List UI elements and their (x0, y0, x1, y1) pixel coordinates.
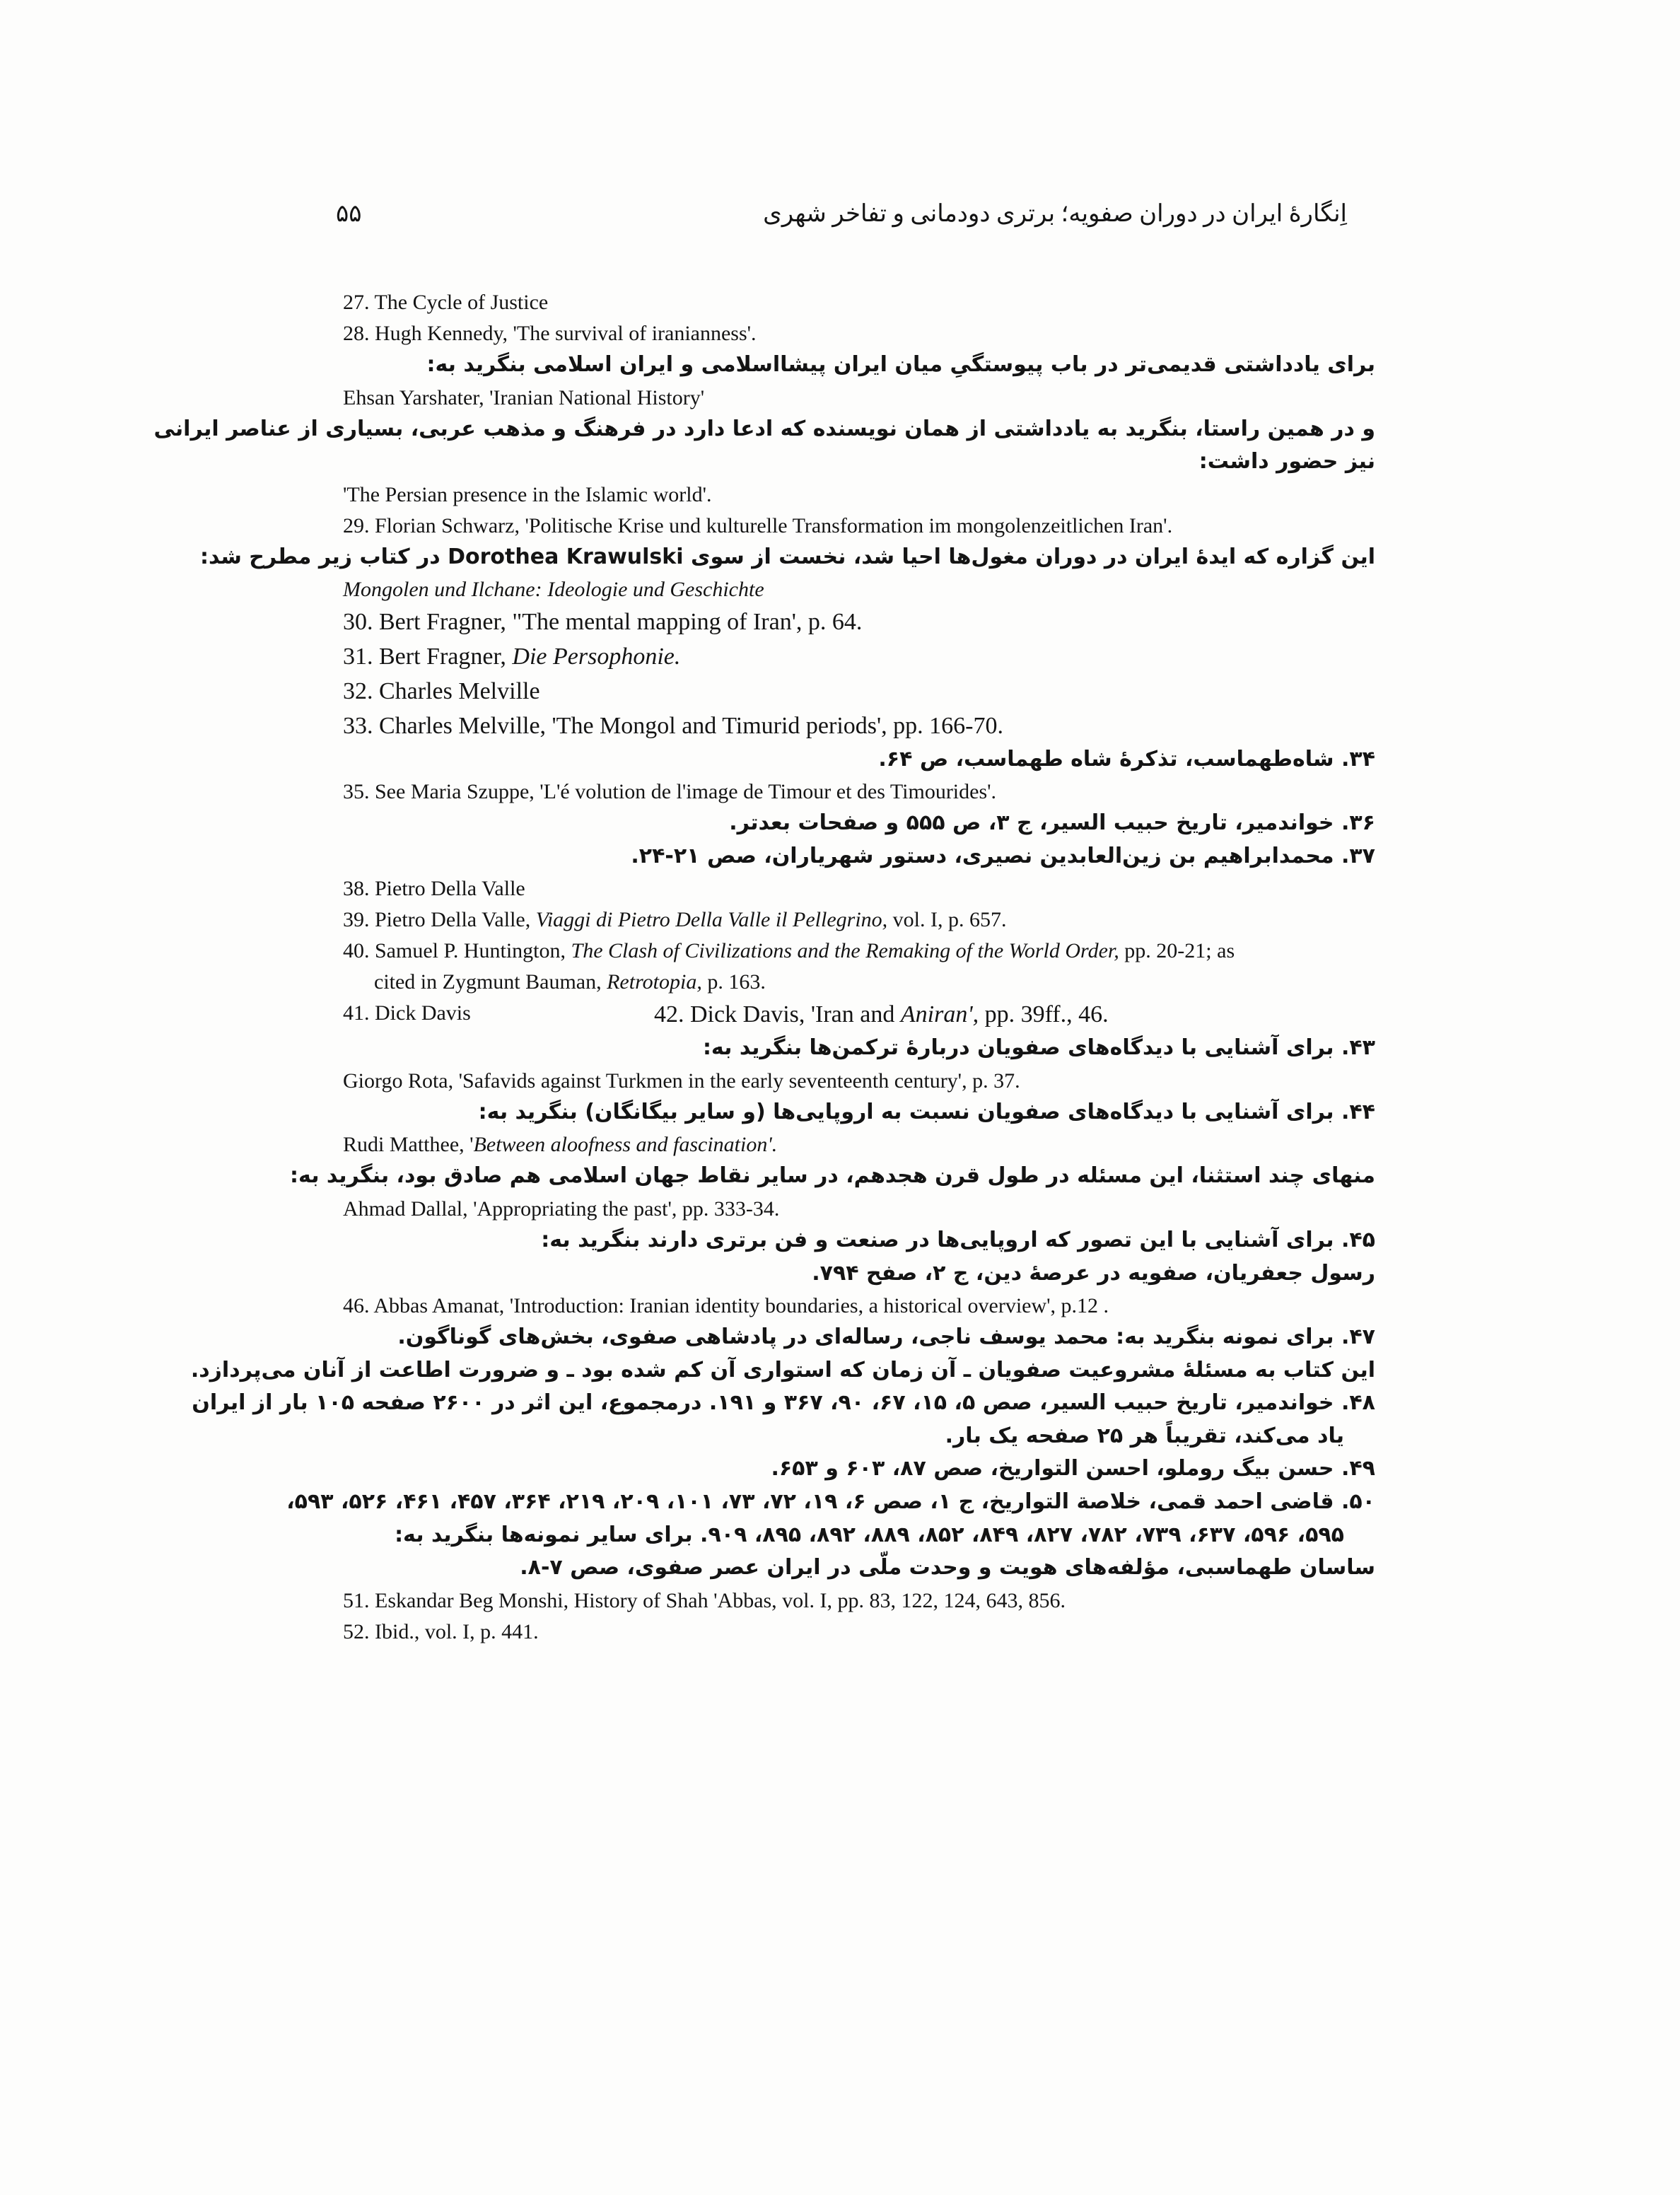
note-30: 30. Bert Fragner, "The mental mapping of Iran', p. 64. (343, 609, 863, 636)
note-44-reference: Ahmad Dallal, 'Appropriating the past', pp. 333-34. (343, 1197, 780, 1221)
note-51: 51. Eskandar Beg Monshi, History of Shah 'Abbas, vol. I, pp. 83, 122, 124, 643, 856. (343, 1588, 1066, 1612)
note-28-reference: 'The Persian presence in the Islamic world'. (343, 482, 712, 506)
note-text: vol. I, p. 657. (887, 908, 1007, 932)
note-35: 35. See Maria Szuppe, 'L'é volution de l'image de Timour et des Timourides'. (343, 780, 997, 804)
note-text: p. 163. (701, 970, 766, 994)
note-45-reference: رسول جعفریان، صفویه در عرصهٔ دین، ج ۲، صفح ۷۹۴. (812, 1260, 1375, 1286)
note-text: 39. Pietro Della Valle, (343, 908, 536, 932)
book-title: Mongolen und Ilchane: Ideologie und Geschichte (343, 578, 764, 602)
book-title: Die Persophonie. (512, 644, 681, 670)
note-47-persian-line: این کتاب به مسئلهٔ مشروعیت صفویان ـ آن زمان که استواری آن کم شده بود ـ و ضرورت اطاعت از آنان می‌پردازد. (190, 1357, 1375, 1382)
book-title: Aniran', (900, 1001, 979, 1028)
note-44-reference (343, 1132, 1375, 1158)
note-45: ۴۵. برای آشنایی با این تصور که اروپایی‌ها در صنعت و فن برتری دارند بنگرید به: (541, 1227, 1375, 1252)
note-28-persian-line: و در همین راستا، بنگرید به یادداشتی از همان نویسنده که ادعا دارد در فرهنگ و مذهب عربی، بسیاری از عناصر ایرانی (153, 416, 1375, 441)
note-28-persian-line: برای یادداشتی قدیمی‌تر در باب پیوستگیِ میان ایران پیشااسلامی و ایران اسلامی بنگرید به: (426, 352, 1375, 377)
running-title: اِنگارهٔ ایران در دوران صفویه؛ برتری دودمانی و تفاخر شهری (763, 201, 1347, 227)
book-title: Between aloofness and fascination'. (473, 1133, 778, 1157)
note-28-reference: Ehsan Yarshater, 'Iranian National History' (343, 385, 705, 409)
book-title: Retrotopia, (607, 970, 702, 994)
note-46: 46. Abbas Amanat, 'Introduction: Iranian identity boundaries, a historical overview', p.12 . (343, 1294, 1109, 1318)
note-50-reference: ساسان طهماسبی، مؤلفه‌های هویت و وحدت ملّی در ایران عصر صفوی، صص ۷-۸. (520, 1555, 1375, 1580)
note-41: 41. Dick Davis (343, 1001, 471, 1025)
note-33: 33. Charles Melville, 'The Mongol and Timurid periods', pp. 166-70. (343, 712, 1003, 739)
note-48-continuation: یاد می‌کند، تقریباً هر ۲۵ صفحه یک بار. (945, 1423, 1344, 1448)
page-number: ۵۵ (336, 201, 362, 227)
book-title: The Clash of Civilizations and the Remaking of the World Order, (571, 939, 1119, 963)
endnotes-list (153, 290, 1375, 1650)
note-text: 40. Samuel P. Huntington, (343, 939, 571, 963)
note-28-persian-line: نیز حضور داشت: (1198, 449, 1375, 474)
note-28: 28. Hugh Kennedy, 'The survival of iranianness'. (343, 322, 757, 345)
note-text: 42. Dick Davis, 'Iran and (654, 1001, 901, 1028)
note-52: 52. Ibid., vol. I, p. 441. (343, 1619, 539, 1643)
notes-41-42-row (343, 1001, 1375, 1030)
note-40 (343, 938, 1375, 964)
note-40-continuation (343, 970, 1375, 995)
note-50: ۵۰. قاضی احمد قمی، خلاصة التواریخ، ج ۱، صص ۶، ۱۹، ۷۲، ۷۳، ۱۰۱، ۲۰۹، ۲۱۹، ۳۶۴، ۴۵۷، ۴۶۱، ۵۲۶، ۵۹۳، (286, 1489, 1375, 1515)
note-43: ۴۳. برای آشنایی با دیدگاه‌های صفویان دربارهٔ ترکمن‌ها بنگرید به: (702, 1035, 1375, 1061)
note-32: 32. Charles Melville (343, 677, 540, 704)
note-text: 31. Bert Fragner, (343, 644, 513, 670)
note-27: 27. The Cycle of Justice (343, 291, 549, 314)
note-47: ۴۷. برای نمونه بنگرید به: محمد یوسف ناجی، رساله‌ای در پادشاهی صفوی، بخش‌های گوناگون. (397, 1324, 1375, 1350)
book-title: Viaggi di Pietro Della Valle il Pellegrino, (535, 908, 888, 932)
page-header (336, 199, 1347, 242)
note-text: pp. 20-21; as (1119, 939, 1235, 963)
note-49: ۴۹. حسن بیگ روملو، احسن التواریخ، صص ۸۷، ۶۰۳ و ۶۵۳. (771, 1456, 1375, 1481)
note-text: Rudi Matthee, ' (343, 1133, 474, 1157)
note-29: 29. Florian Schwarz, 'Politische Krise und kulturelle Transformation im mongolenzeitlichen Iran'. (343, 513, 1173, 537)
note-36: ۳۶. خواندمیر، تاریخ حبیب السیر، ج ۳، ص ۵۵۵ و صفحات بعدتر. (729, 810, 1375, 836)
note-text: pp. 39ff., 46. (979, 1001, 1109, 1028)
note-29-persian-line: این گزاره که ایدهٔ ایران در دوران مغول‌ها احیا شد، نخست از سوی Dorothea Krawulski در کتاب زیر مطرح شد: (200, 544, 1375, 569)
note-50-continuation: ۵۹۵، ۵۹۶، ۶۳۷، ۷۳۹، ۷۸۲، ۸۲۷، ۸۴۹، ۸۵۲، ۸۸۹، ۸۹۲، ۸۹۵، ۹۰۹. برای سایر نمونه‌ها بنگرید به: (395, 1522, 1344, 1547)
note-38: 38. Pietro Della Valle (343, 877, 525, 901)
note-48: ۴۸. خواندمیر، تاریخ حبیب السیر، صص ۵، ۱۵، ۶۷، ۹۰، ۳۶۷ و ۱۹۱. درمجموع، این اثر در ۲۶۰۰ صفحه ۱۰۵ بار از ایران (192, 1390, 1375, 1416)
note-42 (654, 1001, 1109, 1030)
note-31 (343, 643, 1375, 672)
note-39 (343, 907, 1375, 933)
note-44: ۴۴. برای آشنایی با دیدگاه‌های صفویان نسبت به اروپایی‌ها (و سایر بیگانگان) بنگرید به: (478, 1099, 1375, 1124)
note-34: ۳۴. شاه‌طهماسب، تذکرهٔ شاه طهماسب، ص ۶۴. (878, 746, 1375, 772)
note-37: ۳۷. محمدابراهیم بن زین‌العابدین نصیری، دستور شهریاران، صص ۲۱-۲۴. (631, 843, 1375, 868)
note-44-persian-line: منهای چند استثنا، این مسئله در طول قرن هجدهم، در سایر نقاط جهان اسلامی هم صادق بود، بنگرید به: (290, 1163, 1375, 1189)
note-43-reference: Giorgo Rota, 'Safavids against Turkmen in the early seventeenth century', p. 37. (343, 1069, 1020, 1093)
note-29-book-title (343, 577, 1375, 602)
note-text: cited in Zygmunt Bauman, (374, 970, 607, 994)
